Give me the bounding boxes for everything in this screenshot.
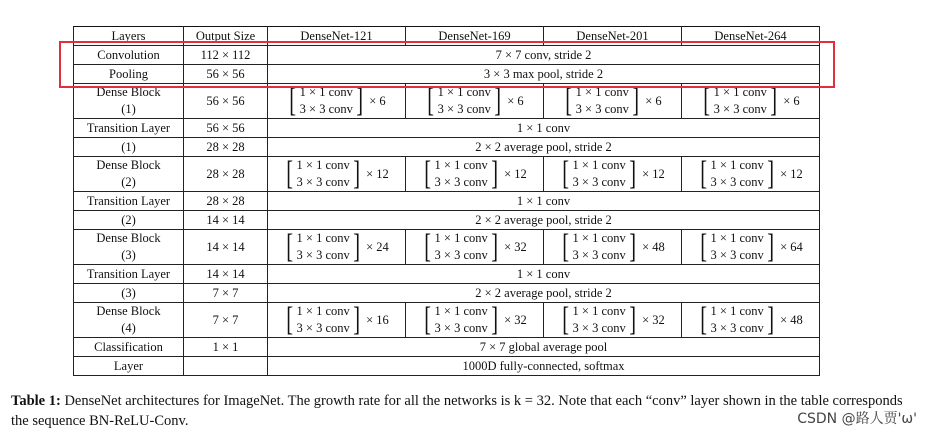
dense-block-cell: [ 1 × 1 conv 3 × 3 conv ] × 6	[544, 84, 682, 119]
shared-op-cell: 3 × 3 max pool, stride 2	[268, 65, 820, 84]
layer-name-line: Dense Block	[96, 85, 161, 99]
repeat-count: × 16	[366, 313, 389, 327]
block-op: 3 × 3 conv	[713, 102, 767, 116]
header-cell: Output Size	[184, 27, 268, 46]
repeat-count: × 12	[366, 167, 389, 181]
block-op: 1 × 1 conv	[296, 231, 350, 245]
block-op: 1 × 1 conv	[437, 85, 491, 99]
layer-cell	[74, 230, 184, 265]
dense-block-cell: [ 1 × 1 conv 3 × 3 conv ] × 6	[268, 84, 406, 119]
layer-cell: Classification	[74, 338, 184, 357]
shared-op-cell: 7 × 7 global average pool	[268, 338, 820, 357]
block-op: 3 × 3 conv	[575, 102, 629, 116]
block-op: 3 × 3 conv	[299, 102, 353, 116]
output-size-cell: 56 × 56	[184, 65, 268, 84]
repeat-count: × 48	[642, 240, 665, 254]
layer-cell	[74, 157, 184, 192]
header-cell: DenseNet-169	[406, 27, 544, 46]
output-size-cell: 7 × 7	[184, 284, 268, 303]
repeat-count: × 64	[780, 240, 803, 254]
layer-cell: Transition Layer	[74, 119, 184, 138]
shared-op-cell: 1000D fully-connected, softmax	[268, 357, 820, 376]
header-cell: DenseNet-201	[544, 27, 682, 46]
dense-block-cell: [ 1 × 1 conv 3 × 3 conv ] × 64	[682, 230, 820, 265]
output-size-cell: 14 × 14	[184, 230, 268, 265]
layer-cell: (3)	[74, 284, 184, 303]
dense-block-cell: [ 1 × 1 conv 3 × 3 conv ] × 32	[406, 303, 544, 338]
shared-op-cell: 7 × 7 conv, stride 2	[268, 46, 820, 65]
dense-block-cell: [ 1 × 1 conv 3 × 3 conv ] × 32	[544, 303, 682, 338]
repeat-count: × 6	[645, 94, 662, 108]
repeat-count: × 6	[783, 94, 800, 108]
output-size-cell: 56 × 56	[184, 84, 268, 119]
table-caption	[11, 391, 911, 431]
block-op: 1 × 1 conv	[713, 85, 767, 99]
repeat-count: × 12	[780, 167, 803, 181]
table-row	[74, 357, 820, 376]
layer-cell	[74, 84, 184, 119]
layer-name-line: (1)	[121, 102, 136, 116]
dense-block-cell: [ 1 × 1 conv 3 × 3 conv ] × 48	[682, 303, 820, 338]
repeat-count: × 32	[504, 240, 527, 254]
table-row	[74, 211, 820, 230]
repeat-count: × 6	[507, 94, 524, 108]
table-row	[74, 192, 820, 211]
table-row	[74, 338, 820, 357]
output-size-cell: 56 × 56	[184, 119, 268, 138]
layer-cell: (2)	[74, 211, 184, 230]
caption-text: DenseNet architectures for ImageNet. The growth rate for all the networks is k = 32. Note that each “conv” layer shown in the table corresponds the sequence BN-ReLU-Conv.	[11, 393, 903, 429]
layer-cell: Transition Layer	[74, 265, 184, 284]
repeat-count: × 12	[504, 167, 527, 181]
layer-name-line: (4)	[121, 321, 136, 335]
block-op: 3 × 3 conv	[434, 175, 488, 189]
output-size-cell: 28 × 28	[184, 138, 268, 157]
dense-block-cell: [ 1 × 1 conv 3 × 3 conv ] × 16	[268, 303, 406, 338]
table-row	[74, 119, 820, 138]
output-size-cell: 14 × 14	[184, 211, 268, 230]
layer-cell: Pooling	[74, 65, 184, 84]
layer-cell: Layer	[74, 357, 184, 376]
table-row	[74, 138, 820, 157]
dense-block-cell: [ 1 × 1 conv 3 × 3 conv ] × 6	[682, 84, 820, 119]
output-size-cell: 1 × 1	[184, 338, 268, 357]
block-op: 1 × 1 conv	[572, 158, 626, 172]
repeat-count: × 48	[780, 313, 803, 327]
block-op: 3 × 3 conv	[434, 321, 488, 335]
header-cell: Layers	[74, 27, 184, 46]
block-op: 3 × 3 conv	[434, 248, 488, 262]
table-row	[74, 84, 820, 119]
block-op: 1 × 1 conv	[710, 304, 764, 318]
dense-block-cell: [ 1 × 1 conv 3 × 3 conv ] × 48	[544, 230, 682, 265]
watermark: CSDN @路人贾'ω'	[797, 411, 917, 427]
layer-cell: Convolution	[74, 46, 184, 65]
shared-op-cell: 1 × 1 conv	[268, 265, 820, 284]
header-cell: DenseNet-264	[682, 27, 820, 46]
table-row	[74, 284, 820, 303]
layer-name-line: Dense Block	[96, 304, 161, 318]
shared-op-cell: 2 × 2 average pool, stride 2	[268, 211, 820, 230]
layer-name-line: (3)	[121, 248, 136, 262]
block-op: 1 × 1 conv	[572, 304, 626, 318]
block-op: 3 × 3 conv	[572, 321, 626, 335]
dense-block-cell: [ 1 × 1 conv 3 × 3 conv ] × 12	[682, 157, 820, 192]
block-op: 3 × 3 conv	[296, 248, 350, 262]
block-op: 3 × 3 conv	[296, 321, 350, 335]
output-size-cell: 7 × 7	[184, 303, 268, 338]
shared-op-cell: 2 × 2 average pool, stride 2	[268, 138, 820, 157]
block-op: 3 × 3 conv	[437, 102, 491, 116]
output-size-cell: 28 × 28	[184, 157, 268, 192]
output-size-cell	[184, 357, 268, 376]
table-row	[74, 265, 820, 284]
repeat-count: × 12	[642, 167, 665, 181]
repeat-count: × 6	[369, 94, 386, 108]
dense-block-cell: [ 1 × 1 conv 3 × 3 conv ] × 32	[406, 230, 544, 265]
block-op: 3 × 3 conv	[296, 175, 350, 189]
dense-block-cell: [ 1 × 1 conv 3 × 3 conv ] × 24	[268, 230, 406, 265]
caption-label: Table 1:	[11, 393, 61, 409]
block-op: 3 × 3 conv	[572, 175, 626, 189]
layer-cell	[74, 303, 184, 338]
dense-block-cell: [ 1 × 1 conv 3 × 3 conv ] × 12	[268, 157, 406, 192]
output-size-cell: 14 × 14	[184, 265, 268, 284]
block-op: 1 × 1 conv	[299, 85, 353, 99]
layer-name-line: (2)	[121, 175, 136, 189]
table-row	[74, 230, 820, 265]
dense-block-cell: [ 1 × 1 conv 3 × 3 conv ] × 6	[406, 84, 544, 119]
block-op: 3 × 3 conv	[710, 321, 764, 335]
repeat-count: × 32	[642, 313, 665, 327]
block-op: 1 × 1 conv	[575, 85, 629, 99]
output-size-cell: 28 × 28	[184, 192, 268, 211]
layer-name-line: Dense Block	[96, 231, 161, 245]
shared-op-cell: 2 × 2 average pool, stride 2	[268, 284, 820, 303]
layer-cell: (1)	[74, 138, 184, 157]
repeat-count: × 32	[504, 313, 527, 327]
block-op: 1 × 1 conv	[296, 304, 350, 318]
block-op: 3 × 3 conv	[710, 248, 764, 262]
block-op: 1 × 1 conv	[572, 231, 626, 245]
block-op: 1 × 1 conv	[710, 158, 764, 172]
highlight-box	[59, 41, 835, 88]
block-op: 1 × 1 conv	[710, 231, 764, 245]
layer-cell: Transition Layer	[74, 192, 184, 211]
layer-name-line: Dense Block	[96, 158, 161, 172]
repeat-count: × 24	[366, 240, 389, 254]
shared-op-cell: 1 × 1 conv	[268, 119, 820, 138]
table-row	[74, 157, 820, 192]
block-op: 3 × 3 conv	[572, 248, 626, 262]
header-cell: DenseNet-121	[268, 27, 406, 46]
output-size-cell: 112 × 112	[184, 46, 268, 65]
dense-block-cell: [ 1 × 1 conv 3 × 3 conv ] × 12	[406, 157, 544, 192]
block-op: 1 × 1 conv	[434, 304, 488, 318]
block-op: 1 × 1 conv	[296, 158, 350, 172]
block-op: 3 × 3 conv	[710, 175, 764, 189]
block-op: 1 × 1 conv	[434, 158, 488, 172]
dense-block-cell: [ 1 × 1 conv 3 × 3 conv ] × 12	[544, 157, 682, 192]
table-row	[74, 303, 820, 338]
block-op: 1 × 1 conv	[434, 231, 488, 245]
shared-op-cell: 1 × 1 conv	[268, 192, 820, 211]
